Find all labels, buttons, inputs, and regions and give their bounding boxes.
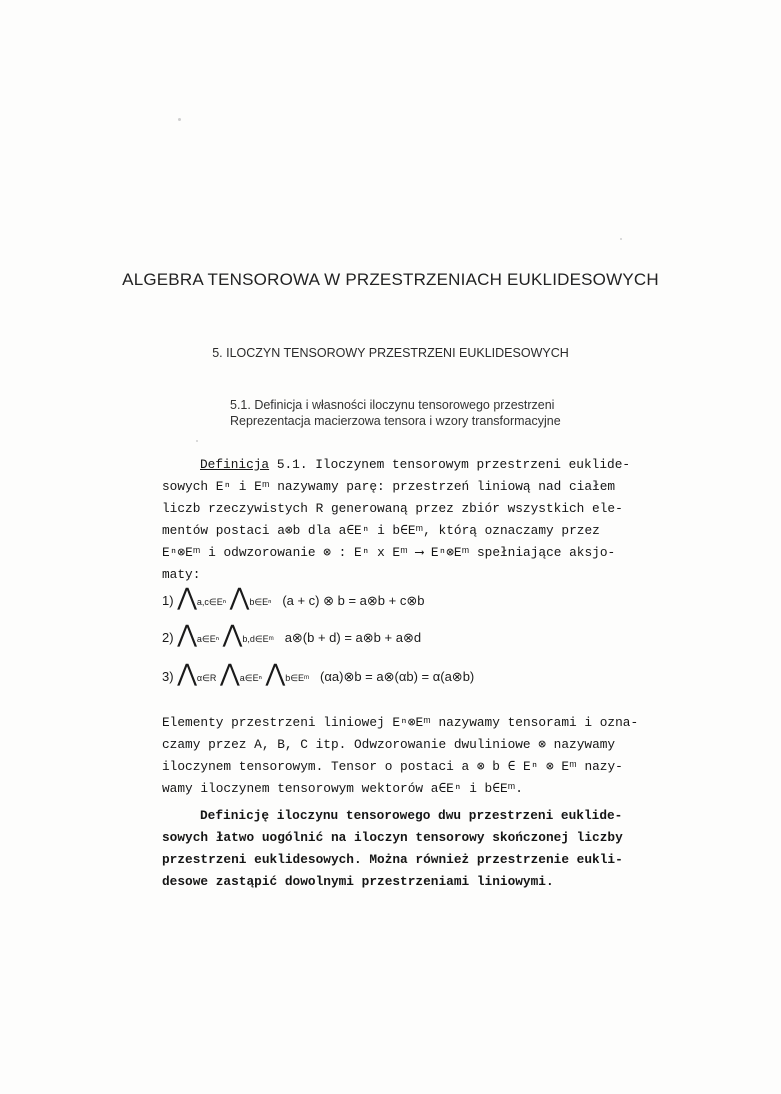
paragraph-line: przestrzeni euklidesowych. Można również przestrzenie eukli- (162, 852, 623, 867)
quantifier-domain: b∈Eⁿ (249, 597, 272, 607)
definition-text-line: sowych Eⁿ i Eᵐ nazywamy parę: przestrzeń liniową nad ciałem (162, 479, 616, 494)
axiom-number: 3) (162, 669, 174, 684)
big-wedge-icon: ⋀ (177, 660, 197, 687)
main-title: ALGEBRA TENSOROWA W PRZESTRZENIACH EUKLIDESOWYCH (122, 270, 659, 289)
big-wedge-icon: ⋀ (229, 584, 250, 611)
section-title-line: 5.1. Definicja i własności iloczynu tensorowego przestrzeni (230, 398, 555, 412)
quantifier-domain: a,c∈Eⁿ (196, 597, 227, 607)
paragraph-line: sowych łatwo uogólnić na iloczyn tensorowy skończonej liczby (162, 830, 623, 845)
axiom-1 (162, 584, 425, 611)
big-wedge-icon: ⋀ (220, 660, 240, 687)
quantifier-domain: b,d∈Eᵐ (242, 634, 274, 644)
quantifier-domain: a∈Eⁿ (196, 634, 220, 644)
definition-first-line (200, 457, 630, 472)
paragraph-line: Definicję iloczynu tensorowego dwu przestrzeni euklide- (200, 808, 623, 823)
definition-label: Definicja (200, 457, 270, 472)
paragraph-line: wamy iloczynem tensorowym wektorów a∈Eⁿ i b∈Eᵐ. (162, 781, 523, 796)
scan-speck (178, 118, 181, 121)
quantifier-domain: a∈Eⁿ (239, 673, 262, 683)
axiom-number: 2) (162, 630, 174, 645)
scan-speck (620, 238, 622, 240)
quantifier-domain: b∈Eᵐ (285, 673, 310, 683)
axiom-formula: (a + c) ⊗ b = a⊗b + c⊗b (282, 593, 425, 608)
big-wedge-icon: ⋀ (177, 621, 197, 648)
axiom-number: 1) (162, 593, 174, 608)
section-title (230, 397, 561, 429)
chapter-title: 5. ILOCZYN TENSOROWY PRZESTRZENI EUKLIDESOWYCH (212, 346, 569, 360)
section-title-line: Reprezentacja macierzowa tensora i wzory transformacyjne (230, 414, 561, 428)
axiom-formula: a⊗(b + d) = a⊗b + a⊗d (284, 630, 422, 645)
definition-text-line: liczb rzeczywistych R generowaną przez zbiór wszystkich ele- (162, 501, 623, 516)
paragraph-line: desowe zastąpić dowolnymi przestrzeniami liniowymi. (162, 874, 554, 889)
definition-text-line: mentów postaci a⊗b dla a∈Eⁿ i b∈Eᵐ, którą oznaczamy przez (162, 523, 600, 538)
definition-text-line: maty: (162, 567, 201, 582)
paragraph-line: czamy przez A, B, C itp. Odwzorowanie dwuliniowe ⊗ nazywamy (162, 737, 616, 752)
scan-speck (196, 440, 198, 442)
definition-text-line: 5.1. Iloczynem tensorowym przestrzeni euklide- (276, 457, 631, 472)
axiom-2 (162, 621, 422, 648)
definition-text-line: Eⁿ⊗Eᵐ i odwzorowanie ⊗ : Eⁿ x Eᵐ ⟶ Eⁿ⊗Eᵐ spełniające aksjo- (162, 545, 616, 560)
big-wedge-icon: ⋀ (265, 660, 286, 687)
axiom-3 (162, 660, 475, 687)
paragraph-line: iloczynem tensorowym. Tensor o postaci a ⊗ b ∈ Eⁿ ⊗ Eᵐ nazy- (162, 759, 623, 774)
quantifier-domain: α∈R (196, 673, 217, 683)
axiom-formula: (αa)⊗b = a⊗(αb) = α(a⊗b) (320, 669, 475, 684)
big-wedge-icon: ⋀ (177, 584, 197, 611)
paragraph-line: Elementy przestrzeni liniowej Eⁿ⊗Eᵐ nazywamy tensorami i ozna- (162, 715, 639, 730)
big-wedge-icon: ⋀ (222, 621, 243, 648)
